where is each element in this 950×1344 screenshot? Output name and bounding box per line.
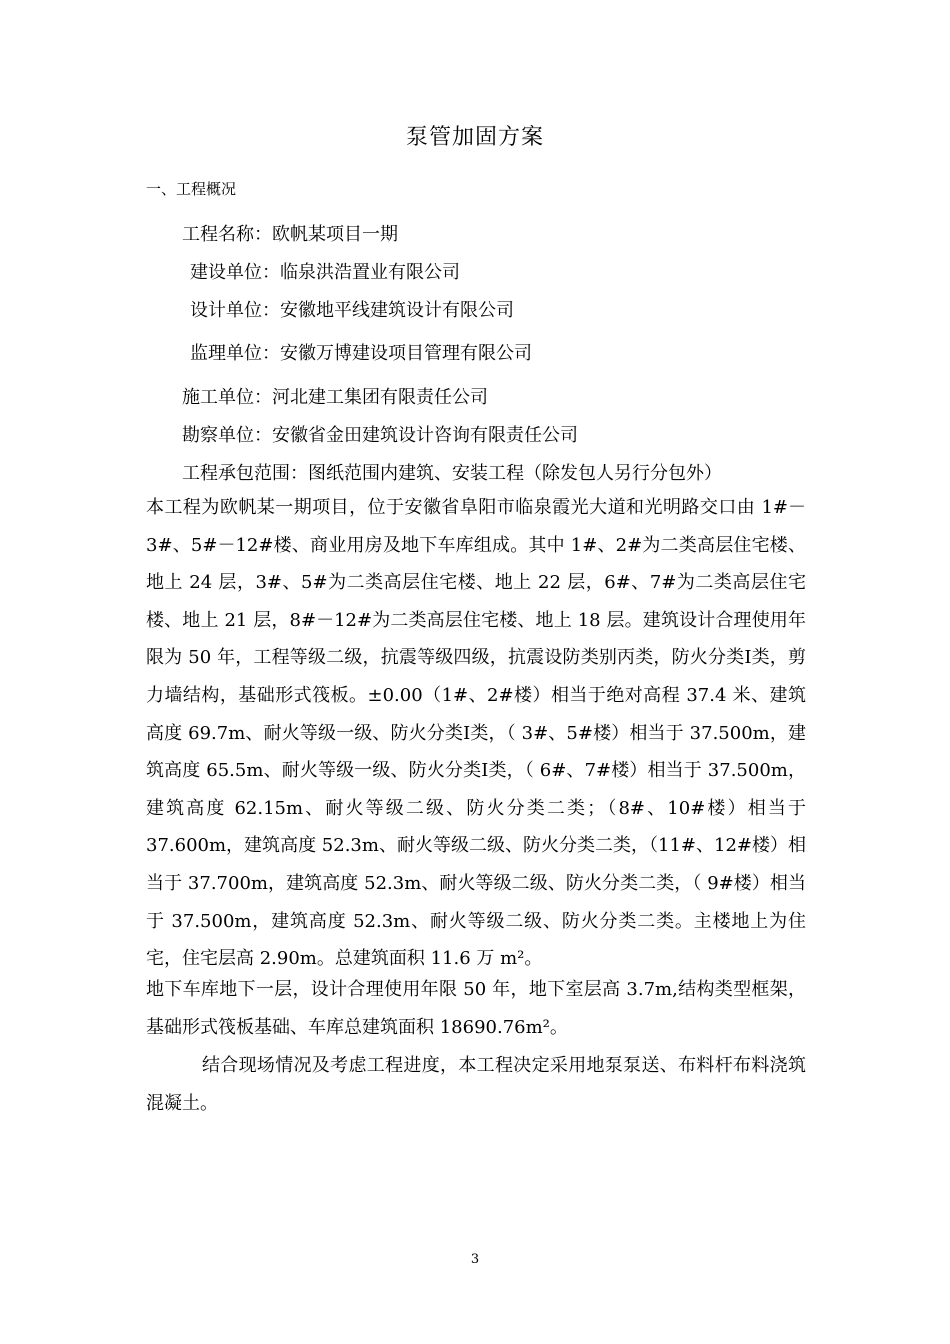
- page-number: 3: [470, 1252, 480, 1267]
- section-heading: 一、工程概况: [146, 180, 237, 198]
- document-title: 泵管加固方案: [405, 125, 544, 150]
- info-survey-unit: 勘察单位：安徽省金田建筑设计咨询有限责任公司: [182, 425, 578, 446]
- conclusion-paragraph: 结合现场情况及考虑工程进度，本工程决定采用地泵泵送、布料杆布料浇筑混凝土。: [146, 1055, 806, 1114]
- info-construction-unit: 建设单位：临泉洪浩置业有限公司: [190, 262, 460, 283]
- basement-paragraph: 地下车库地下一层，设计合理使用年限 50 年，地下室层高 3.7m,结构类型框架，基础形式筏板基础、车库总建筑面积 18690.76m²。: [146, 979, 806, 1038]
- info-supervision-unit: 监理单位：安徽万博建设项目管理有限公司: [190, 343, 532, 364]
- info-contract-scope: 工程承包范围：图纸范围内建筑、安装工程（除发包人另行分包外）: [182, 463, 722, 484]
- info-design-unit: 设计单位：安徽地平线建筑设计有限公司: [190, 300, 514, 321]
- info-project-name: 工程名称：欧帆某项目一期: [182, 224, 398, 245]
- info-contractor: 施工单位：河北建工集团有限责任公司: [182, 387, 488, 408]
- project-overview-paragraph: 本工程为欧帆某一期项目，位于安徽省阜阳市临泉霞光大道和光明路交口由 1#－3#、5#－12#楼、商业用房及地下车库组成。其中 1#、2#为二类高层住宅楼、地上 24 层，3#、5#为二类高层住宅楼、地上 22 层，6#、7#为二类高层住宅楼、地上 21 层，8#－12#为二类高层住宅楼、地上 18 层。建筑设计合理使用年限为 50 年，工程等级二级，抗震等级四级，抗震设防类别丙类，防火分类Ⅰ类，剪力墙结构，基础形式筏板。±0.00（1#、2#楼）相当于绝对高程 37.4 米、建筑高度 69.7m、耐火等级一级、防火分类Ⅰ类，（ 3#、5#楼）相当于 37.500m，建筑高度 65.5m、耐火等级一级、防火分类Ⅰ类，（ 6#、7#楼）相当于 37.500m，建筑高度 62.15m、耐火等级二级、防火分类二类；（8#、10#楼）相当于 37.600m，建筑高度 52.3m、耐火等级二级、防火分类二类，（11#、12#楼）相当于 37.700m，建筑高度 52.3m、耐火等级二级、防火分类二类，（ 9#楼）相当于 37.500m，建筑高度 52.3m、耐火等级二级、防火分类二类。主楼地上为住宅，住宅层高 2.90m。总建筑面积 11.6 万 m²。: [146, 497, 806, 970]
